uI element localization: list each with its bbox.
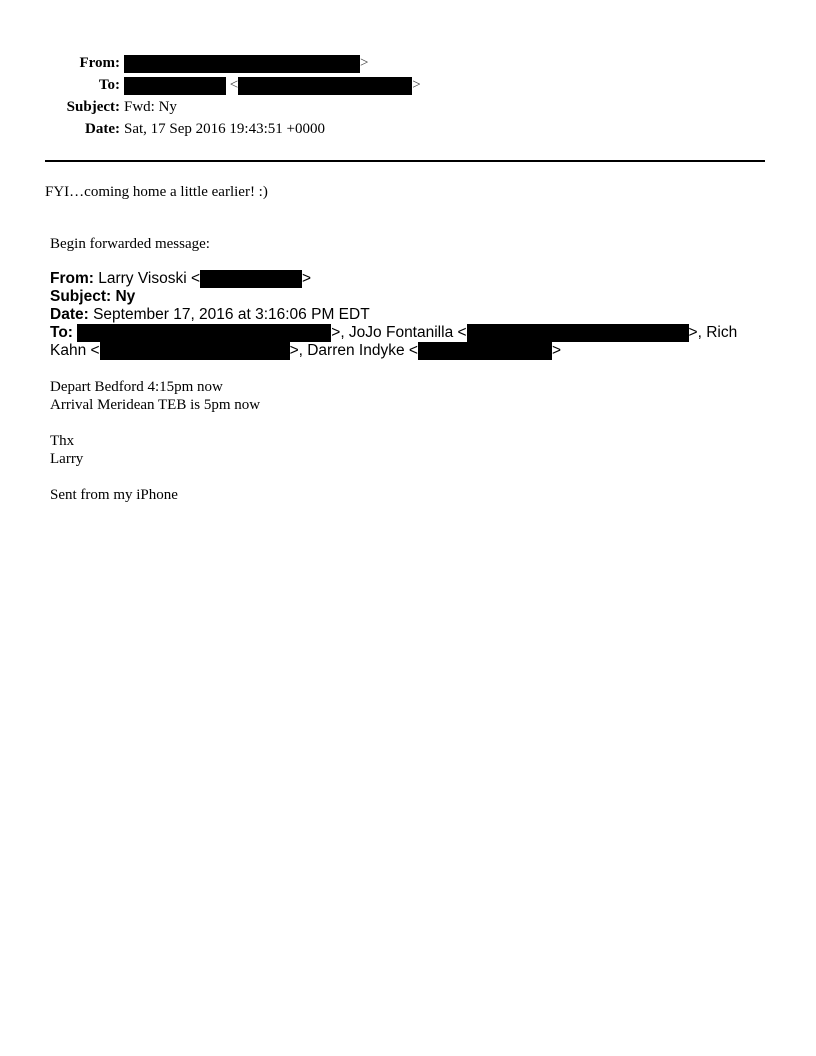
fwd-to-line2-start: Kahn < xyxy=(50,342,100,360)
redaction-bar xyxy=(124,77,226,95)
redaction-bar xyxy=(77,324,331,342)
message-line-2: Arrival Meridean TEB is 5pm now xyxy=(50,397,261,413)
fwd-date-value: September 17, 2016 at 3:16:06 PM EDT xyxy=(93,306,370,323)
fwd-to-label: To: xyxy=(50,324,73,342)
subject-value: Fwd: Ny xyxy=(124,99,177,115)
to-open: < xyxy=(229,77,239,93)
header-divider xyxy=(45,160,765,162)
fwd-date-row xyxy=(50,306,370,324)
fwd-from-close: > xyxy=(302,270,312,288)
body-note: FYI…coming home a little earlier! :) xyxy=(45,184,268,200)
fwd-to-row-continued xyxy=(50,342,561,360)
fwd-from-label: From: xyxy=(50,270,94,288)
subject-label: Subject: xyxy=(66,99,120,115)
message-thanks: Thx xyxy=(50,433,75,449)
redaction-bar xyxy=(418,342,552,360)
fwd-to-row xyxy=(50,324,737,342)
fwd-to-part3: >, Darren Indyke < xyxy=(289,342,418,360)
redaction-bar xyxy=(238,77,412,95)
redaction-bar xyxy=(124,55,360,73)
message-line-1: Depart Bedford 4:15pm now xyxy=(50,379,223,395)
redaction-bar xyxy=(100,342,290,360)
forward-intro: Begin forwarded message: xyxy=(50,236,210,252)
fwd-date-label: Date: xyxy=(50,306,89,323)
to-close: > xyxy=(412,77,421,93)
message-footer: Sent from my iPhone xyxy=(50,487,178,503)
redaction-bar xyxy=(467,324,689,342)
fwd-subject-row xyxy=(50,288,135,306)
fwd-from-name: Larry Visoski < xyxy=(98,270,201,288)
fwd-from-row xyxy=(50,270,311,288)
redaction-bar xyxy=(200,270,302,288)
fwd-subject-value: Ny xyxy=(115,288,136,305)
to-label: To: xyxy=(98,77,120,93)
fwd-subject-label: Subject: xyxy=(50,288,112,305)
from-close: > xyxy=(360,55,369,71)
fwd-to-part1: >, JoJo Fontanilla < xyxy=(331,324,467,342)
from-label: From: xyxy=(79,55,120,71)
date-value: Sat, 17 Sep 2016 19:43:51 +0000 xyxy=(124,121,325,137)
fwd-to-part2: >, Rich xyxy=(688,324,738,342)
fwd-to-part4: > xyxy=(551,342,561,360)
date-label: Date: xyxy=(85,121,120,137)
message-signature: Larry xyxy=(50,451,84,467)
